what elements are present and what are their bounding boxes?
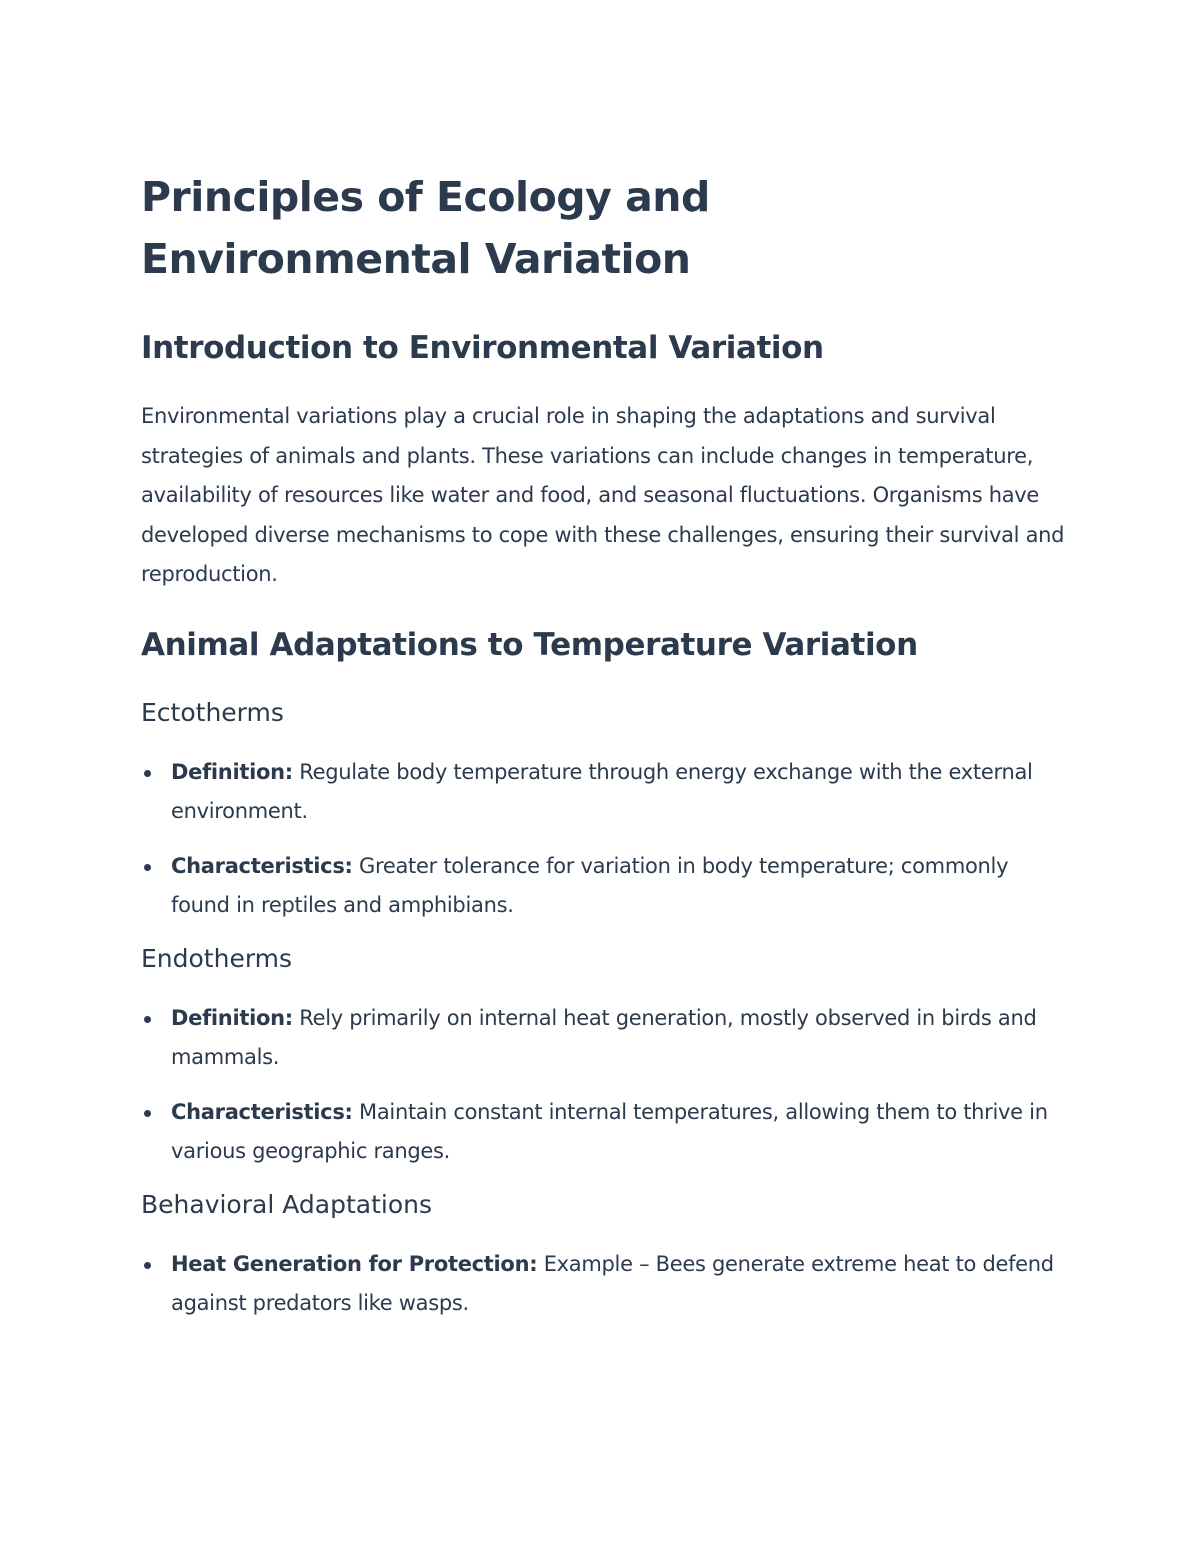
list-item-term: Characteristics: bbox=[171, 853, 353, 878]
intro-heading: Introduction to Environmental Variation bbox=[141, 330, 824, 366]
list-item-term: Characteristics: bbox=[171, 1099, 353, 1124]
list-item bbox=[141, 847, 1071, 926]
list-item bbox=[141, 1245, 1071, 1324]
bullet-icon bbox=[144, 1262, 151, 1269]
behavioral-adaptations-heading: Behavioral Adaptations bbox=[141, 1189, 432, 1219]
list-item-text: Example – Bees generate extreme heat to defend against predators like wasps. bbox=[171, 1251, 1054, 1315]
document-title-line-2: Environmental Variation bbox=[141, 235, 691, 283]
list-item-term: Definition: bbox=[171, 1005, 293, 1030]
list-item-text: Maintain constant internal temperatures, allowing them to thrive in various geographic ranges. bbox=[171, 1099, 1048, 1163]
endotherms-heading: Endotherms bbox=[141, 943, 293, 973]
list-item-term: Heat Generation for Protection: bbox=[171, 1251, 538, 1276]
list-item-text: Regulate body temperature through energy exchange with the external environment. bbox=[171, 759, 1033, 823]
document-page bbox=[141, 166, 1071, 1324]
endotherms-list bbox=[141, 999, 1071, 1172]
list-item-text: Greater tolerance for variation in body temperature; commonly found in reptiles and amphibians. bbox=[171, 853, 1009, 917]
list-item-text: Rely primarily on internal heat generation, mostly observed in birds and mammals. bbox=[171, 1005, 1037, 1069]
document-title bbox=[141, 166, 1071, 290]
behavioral-adaptations-list bbox=[141, 1245, 1071, 1324]
ectotherms-list bbox=[141, 753, 1071, 926]
list-item-term: Definition: bbox=[171, 759, 293, 784]
intro-paragraph: Environmental variations play a crucial role in shaping the adaptations and survival strategies of animals and plants. These variations can include changes in temperature, availability of resources like water and food, and seasonal fluctuations. Organisms have developed diverse mechanisms to cope with these challenges, ensuring their survival and reproduction. bbox=[141, 404, 1065, 586]
list-item bbox=[141, 753, 1071, 832]
list-item bbox=[141, 1093, 1071, 1172]
bullet-icon bbox=[144, 864, 151, 871]
bullet-icon bbox=[144, 1016, 151, 1023]
document-title-line-1: Principles of Ecology and bbox=[141, 173, 710, 221]
animal-adaptations-heading: Animal Adaptations to Temperature Variation bbox=[141, 626, 918, 663]
list-item bbox=[141, 999, 1071, 1078]
ectotherms-heading: Ectotherms bbox=[141, 697, 284, 727]
bullet-icon bbox=[144, 1110, 151, 1117]
bullet-icon bbox=[144, 770, 151, 777]
